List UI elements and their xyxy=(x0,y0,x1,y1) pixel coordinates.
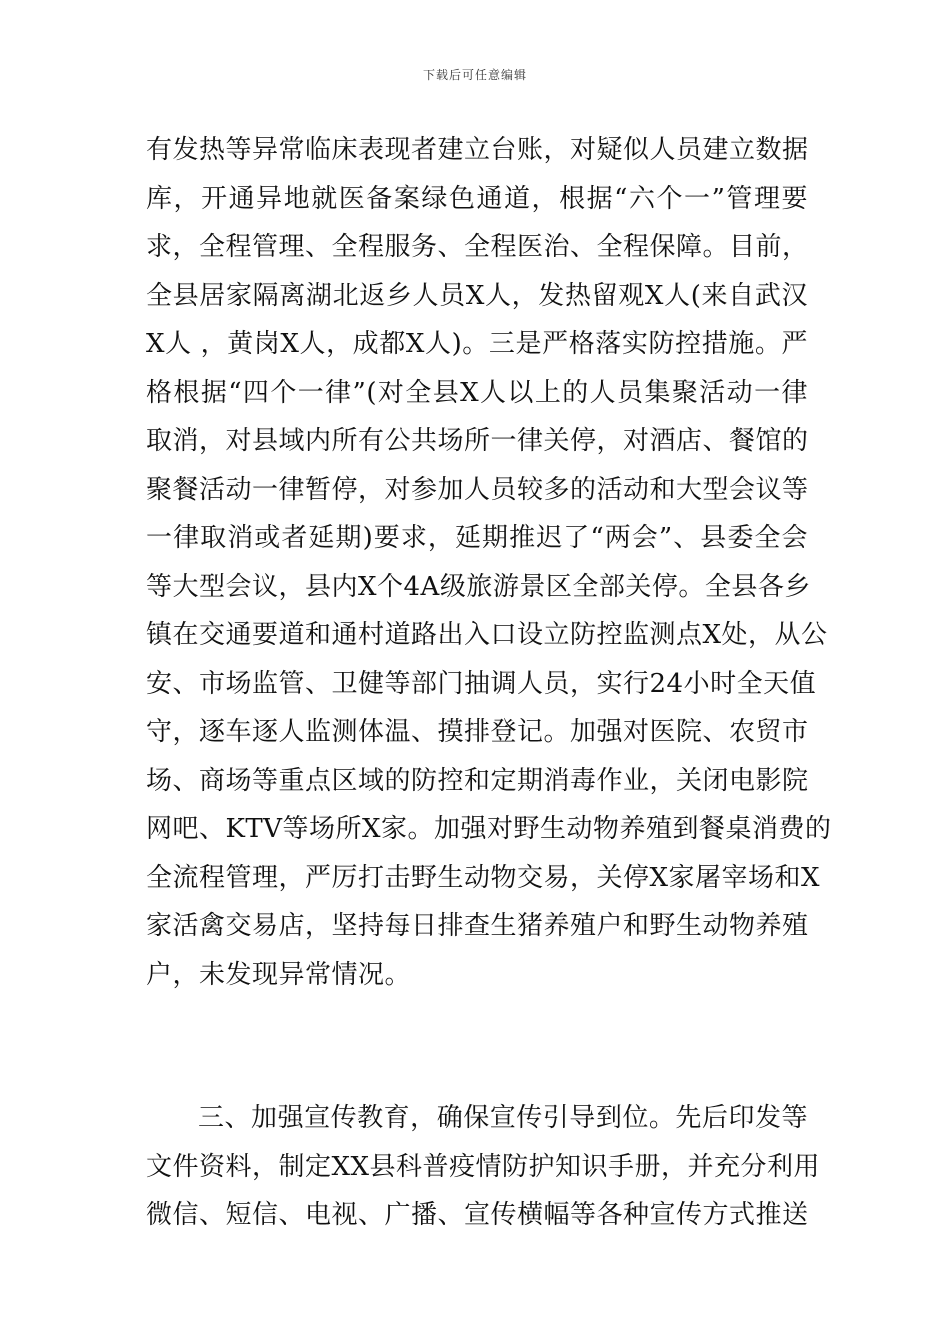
text-line: 安、市场监管、卫健等部门抽调人员，实行24小时全天值 xyxy=(146,668,817,699)
text-line: 家活禽交易店，坚持每日排查生猪养殖户和野生动物养殖 xyxy=(146,911,809,941)
text-line: 网吧、KTV等场所X家。加强对野生动物养殖到餐桌消费的 xyxy=(146,814,832,844)
text-line: 户，未发现异常情况。 xyxy=(146,959,412,990)
text-line: 有发热等异常临床表现者建立台账，对疑似人员建立数据 xyxy=(146,135,809,165)
text-line: 求，全程管理、全程服务、全程医治、全程保障。目前， xyxy=(146,232,809,262)
paragraph xyxy=(146,126,832,999)
text-line: 镇在交通要道和通村道路出入口设立防控监测点X处，从公 xyxy=(146,620,828,650)
document-body xyxy=(146,126,832,1240)
text-line: 等大型会议，县内X个4A级旅游景区全部关停。全县各乡 xyxy=(146,571,811,602)
text-line: 微信、短信、电视、广播、宣传横幅等各种宣传方式推送 xyxy=(146,1200,809,1230)
text-line: 库，开通异地就医备案绿色通道，根据“六个一”管理要 xyxy=(146,183,808,214)
text-line: 三、加强宣传教育，确保宣传引导到位。先后印发等 xyxy=(198,1103,808,1133)
text-line: 格根据“四个一律”(对全县X人以上的人员集聚活动一律 xyxy=(146,377,808,408)
text-line: 全流程管理，严厉打击野生动物交易，关停X家屠宰场和X xyxy=(146,862,821,893)
paragraph-spacer xyxy=(146,999,808,1094)
paragraph xyxy=(146,1094,821,1240)
text-line: 取消，对县域内所有公共场所一律关停，对酒店、餐馆的 xyxy=(146,426,809,456)
text-line: 全县居家隔离湖北返乡人员X人，发热留观X人(来自武汉 xyxy=(146,280,808,311)
text-line: X人 ，黄岗X人，成都X人)。三是严格落实防控措施。严 xyxy=(146,329,808,359)
text-line: 文件资料，制定XX县科普疫情防护知识手册，并充分利用 xyxy=(146,1151,821,1182)
text-line: 一律取消或者延期)要求，延期推迟了“两会”、县委全会 xyxy=(146,523,808,553)
page-header: 下载后可任意编辑 xyxy=(422,68,527,82)
text-line: 守，逐车逐人监测体温、摸排登记。加强对医院、农贸市 xyxy=(146,717,809,747)
text-line: 聚餐活动一律暂停，对参加人员较多的活动和大型会议等 xyxy=(146,474,809,505)
text-line: 场、商场等重点区域的防控和定期消毒作业，关闭电影院 xyxy=(146,765,809,796)
